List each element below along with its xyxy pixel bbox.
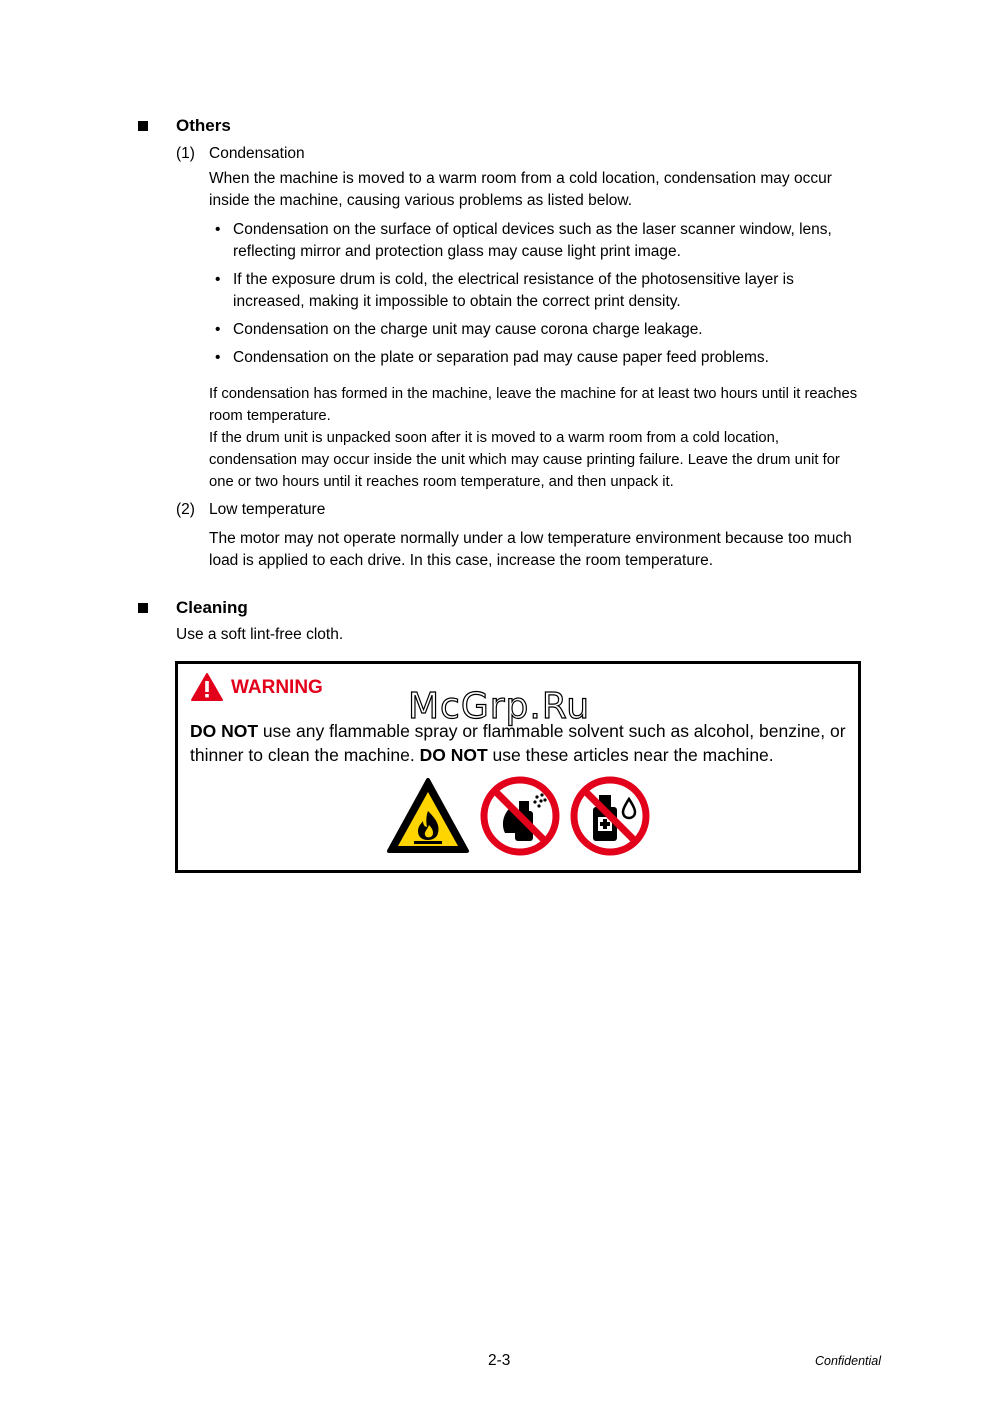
warning-text-part: use these articles near the machine. <box>487 745 774 765</box>
condensation-bullet-1: Condensation on the surface of optical devices such as the laser scanner window, lens, reflecting mirror and protection glass may cause light print image. <box>233 221 832 260</box>
condensation-bullet-2: If the exposure drum is cold, the electrical resistance of the photosensitive layer is increased, making it impossible to obtain the correct print density. <box>233 271 794 310</box>
low-temp-text: The motor may not operate normally under a low temperature environment because too much load is applied to each drive. In this case, increase the room temperature. <box>209 530 852 569</box>
confidential-label: Confidential <box>815 1354 882 1368</box>
condensation-intro: When the machine is moved to a warm room from a cold location, condensation may occur inside the machine, causing various problems as listed below. <box>209 170 832 209</box>
warning-triangle-icon <box>190 672 224 702</box>
square-bullet-icon <box>138 121 148 131</box>
bullet-icon: • <box>215 349 221 366</box>
warning-text-part: use any flammable spray or flammable solvent such as alcohol, benzine, or thinner to clean the machine. <box>190 721 846 765</box>
no-solvent-icon <box>569 775 651 857</box>
do-not-emphasis: DO NOT <box>190 721 259 741</box>
item-number-low-temp: (2) <box>176 501 195 518</box>
condensation-bullet-4: Condensation on the plate or separation pad may cause paper feed problems. <box>233 349 769 366</box>
condensation-bullet-3: Condensation on the charge unit may cause corona charge leakage. <box>233 321 703 338</box>
no-spray-icon <box>479 775 561 857</box>
bullet-icon: • <box>215 271 221 288</box>
condensation-note-2: If the drum unit is unpacked soon after it is moved to a warm room from a cold location, condensation may occur inside the unit which may cause printing failure. Leave the drum unit for one or two hours until it reaches room temperature, and then unpack it. <box>209 430 840 490</box>
cleaning-text: Use a soft lint-free cloth. <box>176 626 344 643</box>
item-number-condensation: (1) <box>176 145 195 162</box>
bullet-icon: • <box>215 221 221 238</box>
low-temp-title: Low temperature <box>209 501 326 518</box>
page-number: 2-3 <box>488 1352 511 1369</box>
others-heading: Others <box>176 116 231 136</box>
fire-hazard-icon <box>386 777 470 855</box>
cleaning-heading: Cleaning <box>176 598 248 618</box>
condensation-note-1: If condensation has formed in the machine, leave the machine for at least two hours until it reaches room temperature. <box>209 386 858 424</box>
condensation-title: Condensation <box>209 145 305 162</box>
watermark: McGrp.Ru <box>408 686 591 727</box>
bullet-icon: • <box>215 321 221 338</box>
do-not-emphasis: DO NOT <box>419 745 488 765</box>
square-bullet-icon <box>138 603 148 613</box>
warning-title: WARNING <box>231 677 323 698</box>
